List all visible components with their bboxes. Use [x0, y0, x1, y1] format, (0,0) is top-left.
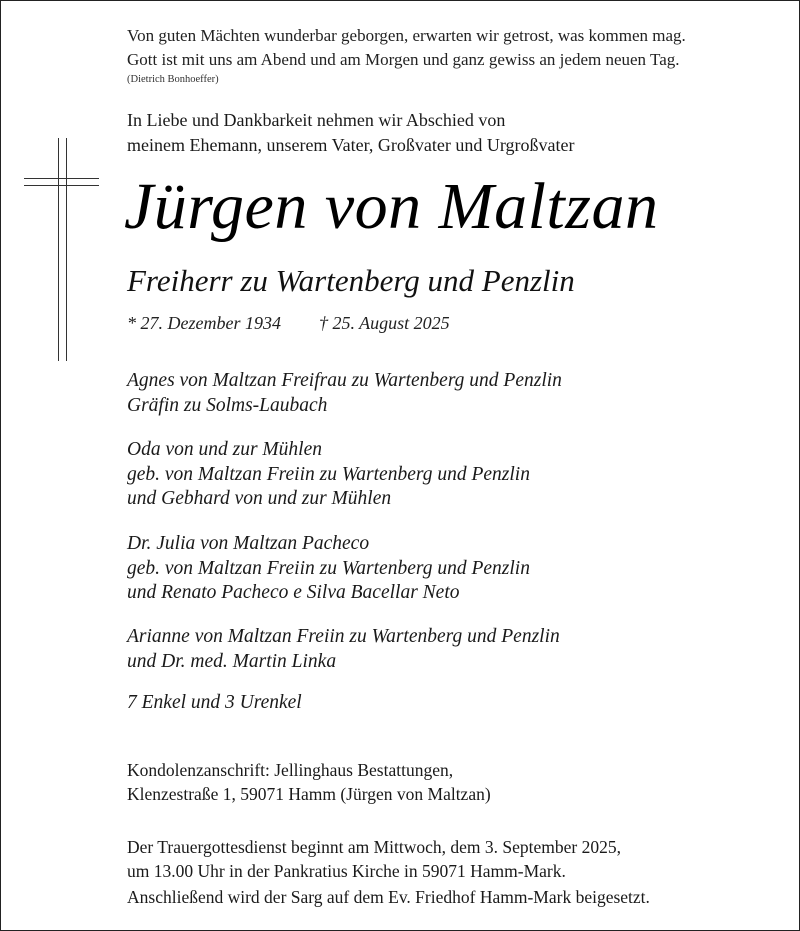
family-group	[127, 369, 562, 418]
family-group	[127, 532, 530, 606]
birth-date: * 27. Dezember 1934	[127, 313, 281, 333]
quote-author: (Dietrich Bonhoeffer)	[127, 74, 219, 85]
cross-vertical-line	[58, 138, 59, 361]
life-dates	[127, 313, 450, 334]
family-line: Agnes von Maltzan Freifrau zu Wartenberg und Penzlin	[127, 370, 562, 391]
family-line: und Dr. med. Martin Linka	[127, 650, 337, 672]
intro-line: meinem Ehemann, unserem Vater, Großvater und Urgroßvater	[127, 135, 575, 155]
deceased-name: Jürgen von Maltzan	[124, 170, 659, 243]
condolence-line: Klenzestraße 1, 59071 Hamm (Jürgen von Maltzan)	[127, 783, 491, 804]
condolence-address	[127, 759, 491, 806]
condolence-line: Kondolenzanschrift: Jellinghaus Bestattungen,	[127, 760, 454, 780]
intro-text	[127, 108, 574, 158]
family-group	[127, 691, 302, 716]
family-line: Gräfin zu Solms-Laubach	[127, 394, 328, 416]
deceased-title: Freiherr zu Wartenberg und Penzlin	[127, 263, 575, 298]
family-line: und Renato Pacheco e Silva Bacellar Neto	[127, 582, 460, 603]
quote-line: Gott ist mit uns am Abend und am Morgen und ganz gewiss an jedem neuen Tag.	[127, 49, 680, 69]
quote-line: Von guten Mächten wunderbar geborgen, erwarten wir getrost, was kommen mag.	[127, 26, 686, 45]
service-info	[127, 836, 650, 910]
family-group	[127, 625, 560, 674]
family-line: geb. von Maltzan Freiin zu Wartenberg und Penzlin	[127, 557, 530, 579]
cross-horizontal-line	[24, 185, 99, 186]
service-line: Der Trauergottesdienst beginnt am Mittwoch, dem 3. September 2025,	[127, 837, 621, 857]
death-date: † 25. August 2025	[318, 313, 450, 333]
family-line: und Gebhard von und zur Mühlen	[127, 488, 392, 509]
service-line: um 13.00 Uhr in der Pankratius Kirche in 59071 Hamm-Mark.	[127, 860, 566, 881]
cross-vertical-line	[66, 138, 67, 361]
family-group	[127, 438, 530, 512]
bonhoeffer-quote	[127, 24, 686, 71]
cross-horizontal-line	[24, 178, 99, 179]
family-line: geb. von Maltzan Freiin zu Wartenberg und Penzlin	[127, 463, 530, 485]
family-line: Oda von und zur Mühlen	[127, 439, 322, 460]
family-line: Dr. Julia von Maltzan Pacheco	[127, 533, 370, 554]
family-line: 7 Enkel und 3 Urenkel	[127, 692, 302, 713]
service-line: Anschließend wird der Sarg auf dem Ev. Friedhof Hamm-Mark beigesetzt.	[127, 887, 650, 907]
intro-line: In Liebe und Dankbarkeit nehmen wir Abschied von	[127, 110, 506, 130]
family-line: Arianne von Maltzan Freiin zu Wartenberg und Penzlin	[127, 626, 560, 647]
